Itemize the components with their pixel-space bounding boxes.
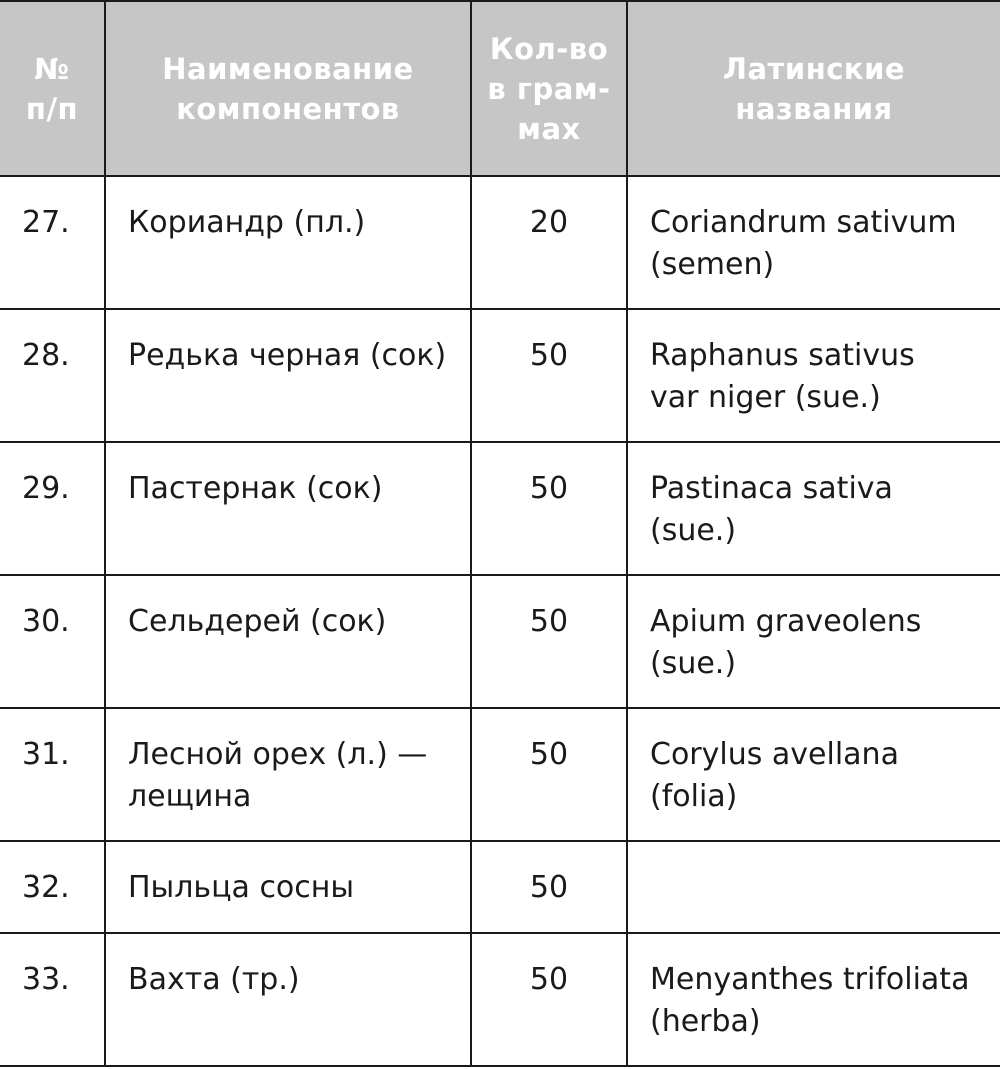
row-number: 29. <box>0 442 105 575</box>
latin-name: Apium graveolens (sue.) <box>627 575 1000 708</box>
row-number: 30. <box>0 575 105 708</box>
component-name: Пастернак (сок) <box>105 442 471 575</box>
quantity: 50 <box>471 933 627 1066</box>
quantity: 50 <box>471 442 627 575</box>
table-row <box>0 309 1000 442</box>
quantity: 50 <box>471 309 627 442</box>
table-row <box>0 933 1000 1066</box>
table-row <box>0 841 1000 933</box>
row-number: 31. <box>0 708 105 841</box>
latin-name: Corylus avellana (folia) <box>627 708 1000 841</box>
component-name: Вахта (тр.) <box>105 933 471 1066</box>
header-component-name: Наименование компонентов <box>105 1 471 176</box>
table-row <box>0 708 1000 841</box>
header-number: № п/п <box>0 1 105 176</box>
component-name: Лесной орех (л.) — лещина <box>105 708 471 841</box>
quantity: 20 <box>471 176 627 309</box>
component-name: Редька черная (сок) <box>105 309 471 442</box>
table-row <box>0 442 1000 575</box>
row-number: 27. <box>0 176 105 309</box>
component-name: Пыльца сосны <box>105 841 471 933</box>
table-row <box>0 176 1000 309</box>
row-number: 33. <box>0 933 105 1066</box>
latin-name: Pastinaca sativa (sue.) <box>627 442 1000 575</box>
quantity: 50 <box>471 708 627 841</box>
component-name: Кориандр (пл.) <box>105 176 471 309</box>
header-quantity: Кол-во в грам- мах <box>471 1 627 176</box>
component-name: Сельдерей (сок) <box>105 575 471 708</box>
header-latin-name: Латинские названия <box>627 1 1000 176</box>
row-number: 32. <box>0 841 105 933</box>
latin-name <box>627 841 1000 933</box>
quantity: 50 <box>471 575 627 708</box>
table-header-row <box>0 1 1000 176</box>
latin-name: Raphanus sativus var niger (sue.) <box>627 309 1000 442</box>
latin-name: Menyanthes trifoliata (herba) <box>627 933 1000 1066</box>
latin-name: Coriandrum sativum (semen) <box>627 176 1000 309</box>
row-number: 28. <box>0 309 105 442</box>
table-row <box>0 575 1000 708</box>
quantity: 50 <box>471 841 627 933</box>
